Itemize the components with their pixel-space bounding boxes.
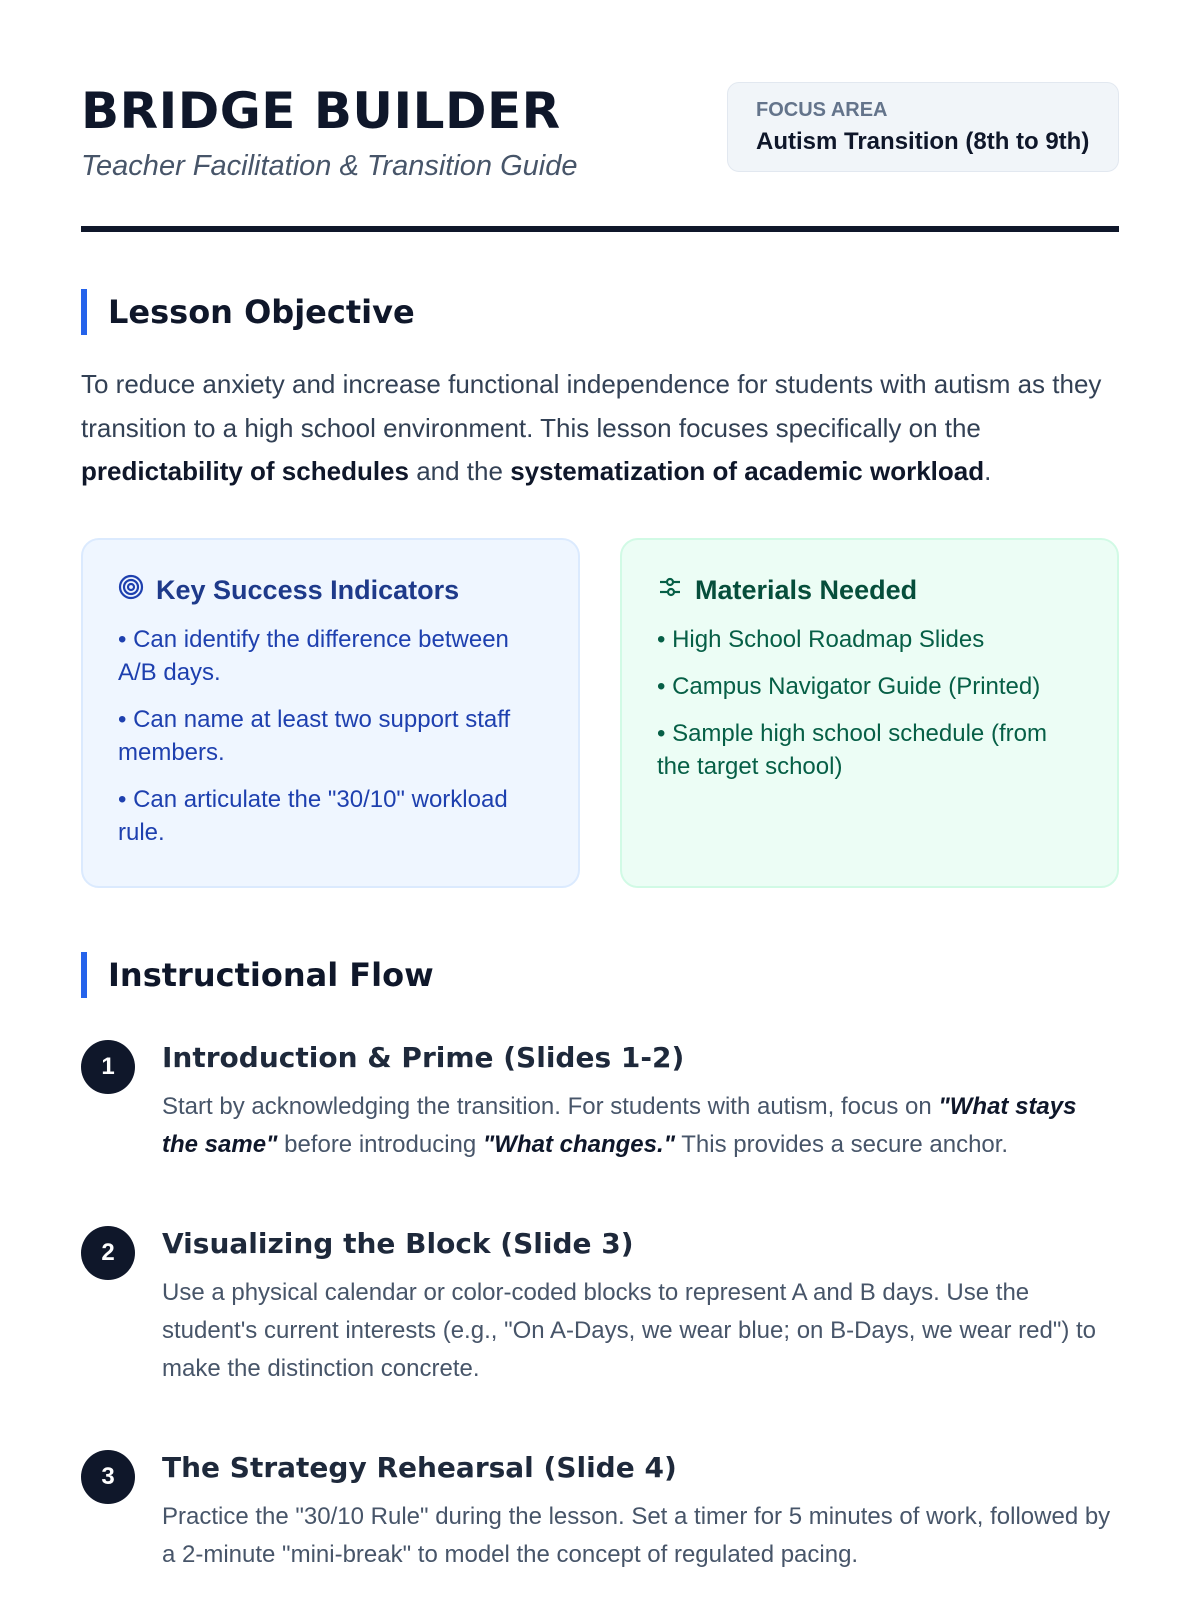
instructional-flow-heading: Instructional Flow — [81, 952, 1119, 998]
step-text-part: Start by acknowledging the transition. For students with autism, focus on — [162, 1092, 939, 1120]
objective-text-part: To reduce anxiety and increase functional independence for students with autism as they transition to a high school environment. This lesson focuses specifically on the — [81, 369, 1102, 443]
success-indicators-heading: Key Success Indicators — [156, 574, 460, 605]
step-title: Introduction & Prime (Slides 1-2) — [162, 1040, 685, 1074]
objective-bold-schedules: predictability of schedules — [81, 456, 409, 486]
flow-step — [81, 1448, 1119, 1574]
target-icon — [118, 574, 144, 607]
list-item: • Can identify the difference between A/B days. — [118, 623, 543, 689]
step-text: Use a physical calendar or color-coded blocks to represent A and B days. Use the student's current interests (e.g., "On A-Days, we wear blue; on B-Days, we wear red") to make the distinction concrete. — [162, 1278, 1097, 1382]
list-item: • Can articulate the "30/10" workload rule. — [118, 783, 543, 849]
step-text-part: This provides a secure anchor. — [675, 1130, 1009, 1158]
step-text-part: before introducing — [277, 1130, 483, 1158]
step-title: Visualizing the Block (Slide 3) — [162, 1226, 634, 1260]
objective-heading: Lesson Objective — [81, 289, 1119, 335]
objective-bold-workload: systematization of academic workload — [510, 456, 985, 486]
list-item: • Can name at least two support staff members. — [118, 703, 543, 769]
step-title: The Strategy Rehearsal (Slide 4) — [162, 1450, 677, 1484]
success-indicators-card — [81, 538, 580, 888]
step-number: 2 — [81, 1226, 135, 1280]
page-title: BRIDGE BUILDER — [81, 82, 561, 140]
objective-text-part: . — [984, 456, 992, 486]
focus-area-label: FOCUS AREA — [756, 99, 888, 121]
step-text — [162, 1088, 1119, 1164]
list-item: • High School Roadmap Slides — [657, 623, 1082, 656]
flow-step — [81, 1038, 1119, 1164]
sliders-icon — [657, 574, 683, 607]
materials-heading: Materials Needed — [695, 574, 918, 605]
header — [81, 0, 1119, 232]
flow-step — [81, 1224, 1119, 1388]
focus-area-badge — [727, 82, 1119, 172]
materials-card — [620, 538, 1119, 888]
page-subtitle: Teacher Facilitation & Transition Guide — [81, 150, 578, 182]
list-item: • Sample high school schedule (from the target school) — [657, 717, 1082, 783]
objective-text-part: and the — [408, 456, 511, 486]
step-quote: "What changes." — [482, 1130, 676, 1158]
list-item: • Campus Navigator Guide (Printed) — [657, 670, 1082, 703]
focus-area-value: Autism Transition (8th to 9th) — [756, 128, 1090, 155]
step-text: Practice the "30/10 Rule" during the lesson. Set a timer for 5 minutes of work, followed by a 2-minute "mini-break" to model the concept of regulated pacing. — [162, 1502, 1111, 1568]
step-quote: "What stays the same" — [162, 1092, 1077, 1158]
step-number: 1 — [81, 1040, 135, 1094]
objective-text — [81, 363, 1119, 494]
step-number: 3 — [81, 1450, 135, 1504]
